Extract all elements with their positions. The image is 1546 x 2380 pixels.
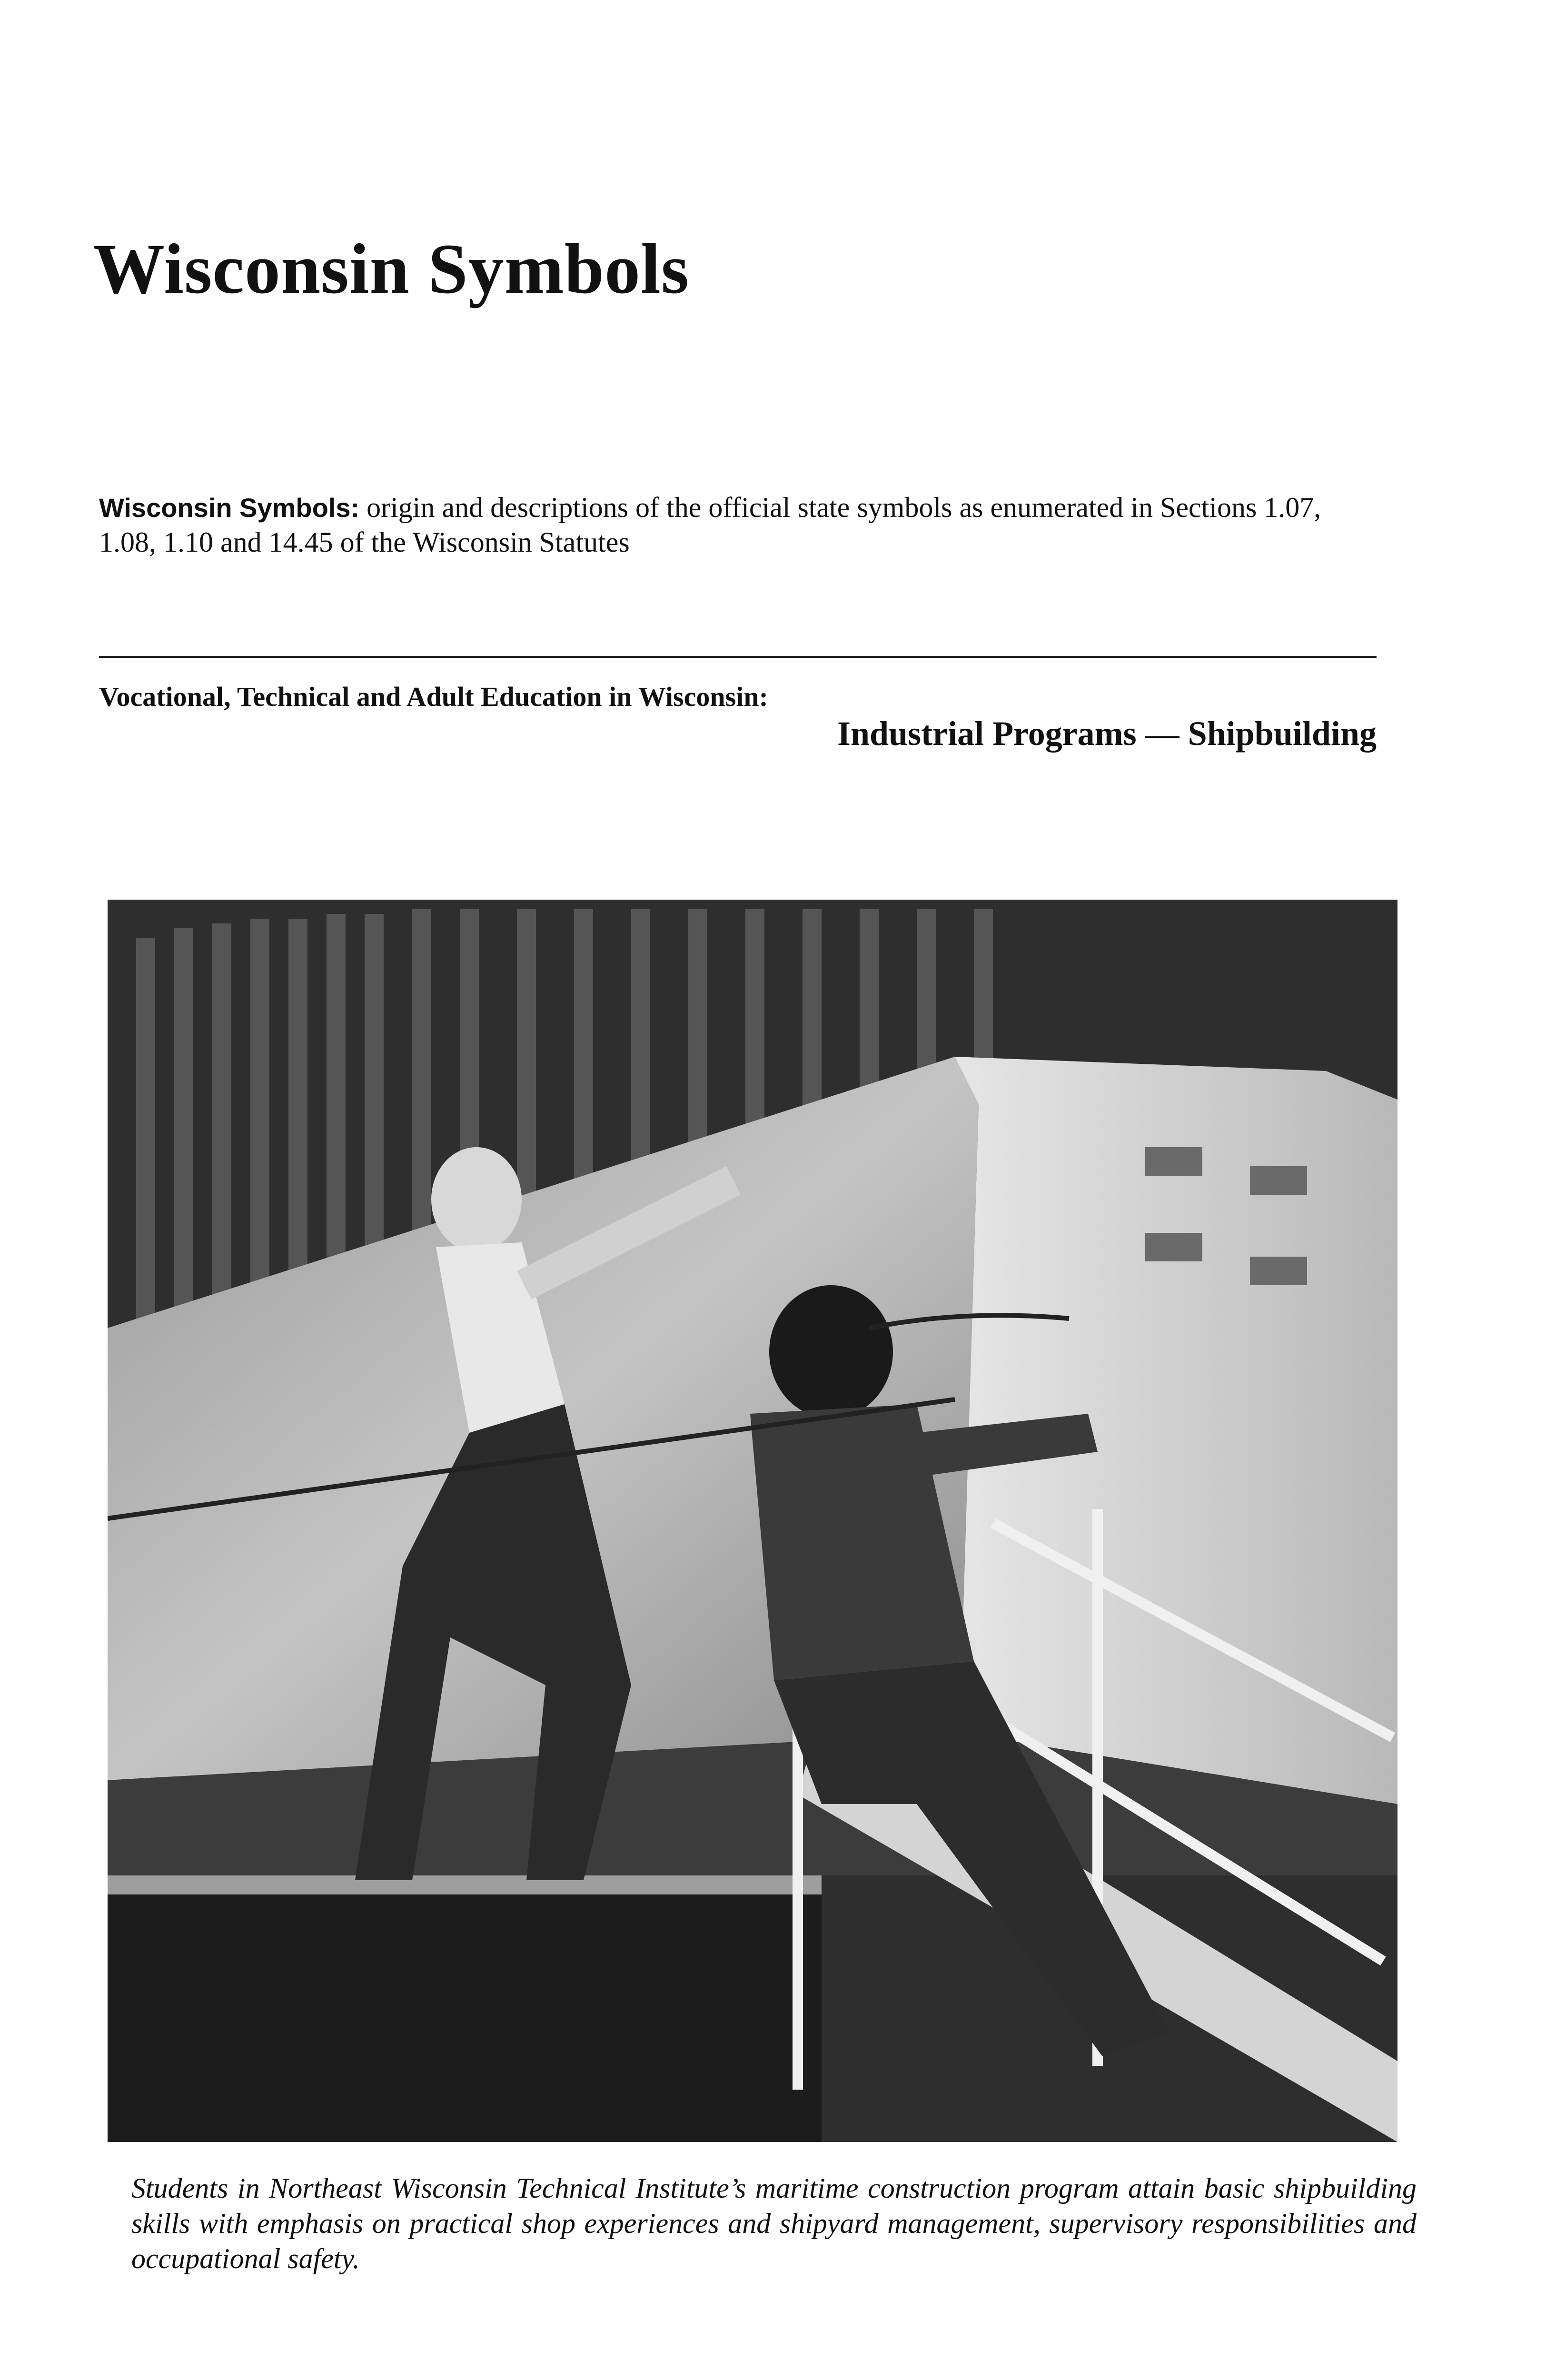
section-subtitle-left: Industrial Programs — [837, 714, 1137, 753]
intro-paragraph — [99, 490, 1384, 559]
section-label: Vocational, Technical and Adult Education in Wisconsin: — [99, 681, 768, 712]
shipbuilding-photo — [108, 900, 1397, 2142]
page-title: Wisconsin Symbols — [93, 229, 690, 308]
photo-caption: Students in Northeast Wisconsin Technical Institute’s maritime construction program attain basic shipbuilding skills with emphasis on practical shop experiences and shipyard management, supervisory responsibilities and occupational safety. — [131, 2172, 1417, 2274]
section-subtitle — [837, 714, 1377, 754]
section-divider — [99, 656, 1377, 658]
section-subtitle-right: Shipbuilding — [1188, 714, 1377, 753]
intro-text: origin and descriptions of the official state symbols as enumerated in Sections 1.07, 1.08, 1.10 and 14.45 of the Wisconsin Statutes — [99, 492, 1321, 558]
intro-lead: Wisconsin Symbols: — [99, 493, 360, 523]
section-subtitle-dash: — — [1145, 714, 1179, 753]
